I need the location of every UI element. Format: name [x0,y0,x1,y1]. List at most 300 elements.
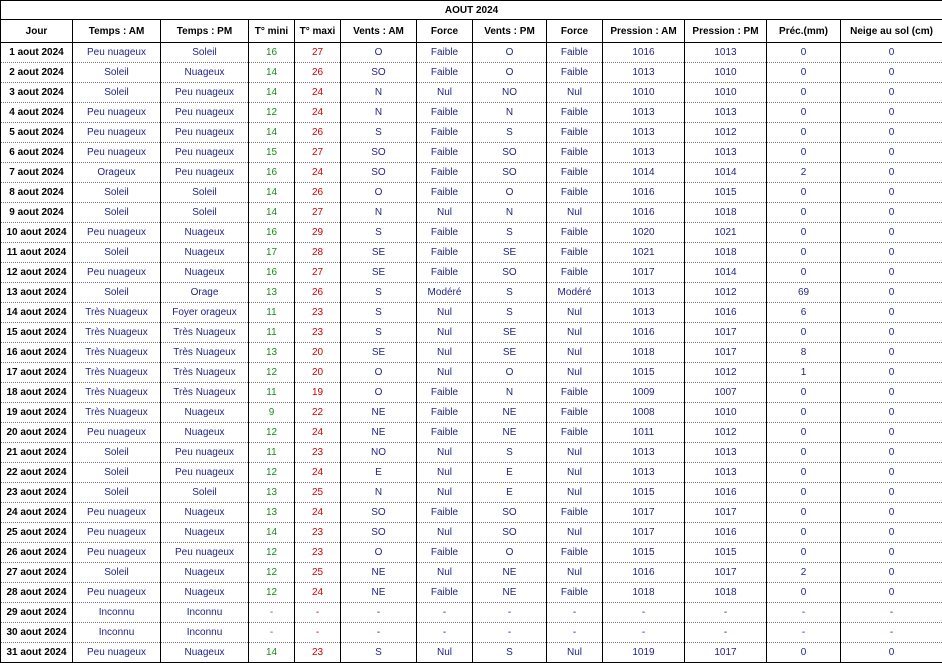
cell-pressure-pm: 1012 [685,363,767,383]
cell-pressure-am: 1018 [603,583,685,603]
table-row [1,483,942,503]
table-row [1,503,942,523]
cell-pressure-am: 1021 [603,243,685,263]
cell-force-pm: Nul [547,523,603,543]
cell-force-am: - [417,603,473,623]
cell-day: 11 aout 2024 [1,243,73,263]
cell-temp-min: 11 [249,383,295,403]
cell-precipitation: 0 [767,643,841,663]
cell-day: 30 aout 2024 [1,623,73,643]
cell-day: 27 aout 2024 [1,563,73,583]
cell-wind-pm: SE [473,343,547,363]
table-row [1,403,942,423]
cell-wind-pm: S [473,123,547,143]
cell-wind-am: O [341,543,417,563]
cell-wind-pm: N [473,383,547,403]
cell-weather-pm: Peu nuageux [161,163,249,183]
cell-force-pm: Faible [547,383,603,403]
column-header-day: Jour [1,20,73,43]
cell-day: 29 aout 2024 [1,603,73,623]
table-title: AOUT 2024 [1,1,942,20]
cell-wind-am: N [341,103,417,123]
cell-force-am: Faible [417,223,473,243]
cell-weather-pm: Foyer orageux [161,303,249,323]
cell-day: 25 aout 2024 [1,523,73,543]
cell-day: 22 aout 2024 [1,463,73,483]
cell-precipitation: 0 [767,143,841,163]
cell-snow: 0 [841,103,942,123]
cell-force-am: Nul [417,483,473,503]
cell-pressure-pm: 1018 [685,203,767,223]
cell-precipitation: 0 [767,263,841,283]
cell-temp-min: 12 [249,363,295,383]
cell-precipitation: 0 [767,63,841,83]
cell-day: 21 aout 2024 [1,443,73,463]
cell-weather-pm: Nuageux [161,243,249,263]
cell-temp-max: 20 [295,343,341,363]
cell-force-pm: Nul [547,203,603,223]
cell-force-am: Nul [417,443,473,463]
cell-force-am: Faible [417,503,473,523]
table-row [1,83,942,103]
cell-force-pm: Faible [547,143,603,163]
cell-weather-am: Peu nuageux [73,523,161,543]
cell-force-am: Faible [417,143,473,163]
cell-force-pm: Faible [547,43,603,63]
cell-weather-am: Inconnu [73,623,161,643]
column-header-precipitation: Préc.(mm) [767,20,841,43]
cell-pressure-am: - [603,623,685,643]
cell-snow: 0 [841,223,942,243]
cell-weather-pm: Soleil [161,183,249,203]
table-row [1,183,942,203]
cell-pressure-am: 1016 [603,43,685,63]
cell-temp-max: 22 [295,403,341,423]
cell-temp-max: 26 [295,63,341,83]
cell-temp-min: 16 [249,263,295,283]
cell-pressure-am: 1013 [603,443,685,463]
cell-temp-max: 20 [295,363,341,383]
table-row [1,343,942,363]
cell-force-pm: Nul [547,303,603,323]
cell-pressure-am: 1017 [603,263,685,283]
cell-weather-pm: Peu nuageux [161,103,249,123]
cell-force-pm: Faible [547,403,603,423]
cell-pressure-am: 1013 [603,143,685,163]
cell-precipitation: 8 [767,343,841,363]
cell-snow: 0 [841,143,942,163]
table-row [1,543,942,563]
cell-force-pm: Faible [547,543,603,563]
cell-force-pm: Nul [547,83,603,103]
cell-pressure-am: 1013 [603,303,685,323]
cell-force-pm: Nul [547,323,603,343]
cell-wind-am: O [341,383,417,403]
cell-wind-am: S [341,323,417,343]
cell-force-am: Nul [417,563,473,583]
cell-snow: 0 [841,263,942,283]
cell-weather-pm: Nuageux [161,503,249,523]
cell-wind-pm: S [473,283,547,303]
cell-force-am: Faible [417,383,473,403]
cell-wind-pm: NE [473,583,547,603]
cell-temp-max: 24 [295,163,341,183]
cell-pressure-pm: 1018 [685,243,767,263]
table-row [1,203,942,223]
cell-snow: 0 [841,63,942,83]
column-header-temp-min: T° mini [249,20,295,43]
cell-temp-min: 13 [249,503,295,523]
cell-temp-min: 15 [249,143,295,163]
cell-weather-am: Soleil [73,63,161,83]
cell-pressure-am: 1010 [603,83,685,103]
cell-day: 5 aout 2024 [1,123,73,143]
cell-force-am: Nul [417,303,473,323]
cell-force-pm: Faible [547,123,603,143]
cell-force-pm: Faible [547,223,603,243]
cell-pressure-pm: 1017 [685,643,767,663]
cell-force-pm: Faible [547,63,603,83]
cell-wind-am: E [341,463,417,483]
cell-temp-min: 16 [249,223,295,243]
cell-snow: 0 [841,503,942,523]
column-header-force-pm: Force [547,20,603,43]
cell-weather-am: Soleil [73,443,161,463]
cell-wind-pm: S [473,223,547,243]
cell-snow: 0 [841,583,942,603]
cell-temp-max: 19 [295,383,341,403]
cell-weather-pm: Très Nuageux [161,383,249,403]
cell-force-pm: Nul [547,643,603,663]
cell-weather-pm: Très Nuageux [161,363,249,383]
cell-pressure-am: 1016 [603,203,685,223]
cell-temp-min: 11 [249,323,295,343]
cell-precipitation: 0 [767,543,841,563]
cell-temp-min: 17 [249,243,295,263]
cell-temp-max: 23 [295,523,341,543]
cell-snow: 0 [841,363,942,383]
cell-temp-min: 11 [249,303,295,323]
column-header-pressure-am: Pression : AM [603,20,685,43]
cell-day: 10 aout 2024 [1,223,73,243]
cell-pressure-am: - [603,603,685,623]
cell-day: 3 aout 2024 [1,83,73,103]
table-row [1,383,942,403]
cell-temp-min: 12 [249,563,295,583]
cell-pressure-am: 1016 [603,183,685,203]
cell-pressure-am: 1015 [603,363,685,383]
cell-temp-min: 14 [249,183,295,203]
cell-wind-pm: S [473,303,547,323]
cell-snow: 0 [841,443,942,463]
cell-wind-am: S [341,123,417,143]
cell-pressure-am: 1013 [603,123,685,143]
cell-precipitation: 0 [767,383,841,403]
cell-temp-max: 23 [295,323,341,343]
cell-day: 8 aout 2024 [1,183,73,203]
table-row [1,303,942,323]
cell-temp-max: 26 [295,183,341,203]
table-row [1,223,942,243]
cell-temp-max: 25 [295,483,341,503]
cell-day: 14 aout 2024 [1,303,73,323]
cell-weather-pm: Inconnu [161,603,249,623]
cell-force-am: Nul [417,523,473,543]
cell-day: 13 aout 2024 [1,283,73,303]
cell-weather-pm: Nuageux [161,563,249,583]
table-row [1,43,942,63]
cell-wind-am: N [341,83,417,103]
cell-wind-pm: - [473,603,547,623]
cell-temp-min: 16 [249,43,295,63]
cell-day: 24 aout 2024 [1,503,73,523]
cell-day: 19 aout 2024 [1,403,73,423]
cell-temp-max: 24 [295,463,341,483]
cell-weather-pm: Nuageux [161,583,249,603]
cell-wind-am: SE [341,243,417,263]
cell-temp-min: 12 [249,103,295,123]
cell-pressure-am: 1015 [603,543,685,563]
cell-weather-am: Orageux [73,163,161,183]
cell-force-am: Nul [417,643,473,663]
cell-wind-pm: SO [473,263,547,283]
cell-temp-max: 27 [295,143,341,163]
cell-force-am: Faible [417,423,473,443]
cell-wind-am: SO [341,163,417,183]
cell-snow: 0 [841,463,942,483]
cell-temp-min: 14 [249,203,295,223]
cell-force-pm: Faible [547,183,603,203]
cell-pressure-pm: 1013 [685,463,767,483]
cell-day: 17 aout 2024 [1,363,73,383]
cell-precipitation: - [767,603,841,623]
cell-pressure-pm: 1016 [685,303,767,323]
cell-weather-am: Très Nuageux [73,323,161,343]
cell-temp-max: 29 [295,223,341,243]
cell-wind-pm: O [473,63,547,83]
cell-day: 23 aout 2024 [1,483,73,503]
cell-pressure-am: 1013 [603,463,685,483]
column-header-pressure-pm: Pression : PM [685,20,767,43]
cell-weather-pm: Nuageux [161,263,249,283]
cell-weather-am: Soleil [73,563,161,583]
cell-temp-min: 16 [249,163,295,183]
cell-pressure-pm: 1014 [685,163,767,183]
cell-snow: 0 [841,243,942,263]
column-header-temp-max: T° maxi [295,20,341,43]
cell-precipitation: 0 [767,123,841,143]
cell-wind-pm: NE [473,563,547,583]
cell-temp-max: 27 [295,43,341,63]
table-row [1,643,942,663]
cell-precipitation: 0 [767,443,841,463]
column-header-snow: Neige au sol (cm) [841,20,942,43]
cell-wind-am: S [341,643,417,663]
cell-pressure-am: 1014 [603,163,685,183]
cell-precipitation: 0 [767,223,841,243]
cell-wind-am: NE [341,403,417,423]
table-row [1,583,942,603]
cell-temp-min: 14 [249,63,295,83]
cell-weather-am: Soleil [73,203,161,223]
cell-wind-pm: - [473,623,547,643]
cell-pressure-pm: 1018 [685,583,767,603]
table-row [1,523,942,543]
cell-precipitation: 0 [767,503,841,523]
cell-temp-max: 25 [295,563,341,583]
cell-temp-max: 24 [295,423,341,443]
cell-snow: - [841,623,942,643]
cell-precipitation: 0 [767,583,841,603]
cell-temp-max: - [295,623,341,643]
cell-weather-am: Peu nuageux [73,103,161,123]
cell-force-pm: Faible [547,423,603,443]
cell-wind-pm: SE [473,323,547,343]
cell-temp-max: 23 [295,443,341,463]
cell-pressure-pm: 1016 [685,523,767,543]
cell-snow: 0 [841,423,942,443]
cell-force-pm: Nul [547,463,603,483]
cell-force-am: Faible [417,263,473,283]
cell-day: 1 aout 2024 [1,43,73,63]
table-row [1,63,942,83]
cell-wind-am: O [341,183,417,203]
cell-temp-min: - [249,603,295,623]
cell-wind-am: O [341,363,417,383]
cell-day: 2 aout 2024 [1,63,73,83]
cell-force-am: Nul [417,203,473,223]
cell-wind-pm: N [473,203,547,223]
cell-temp-min: 12 [249,543,295,563]
cell-temp-max: 24 [295,583,341,603]
cell-force-pm: Faible [547,243,603,263]
cell-wind-am: S [341,303,417,323]
cell-snow: 0 [841,403,942,423]
cell-temp-min: 14 [249,523,295,543]
cell-snow: 0 [841,343,942,363]
cell-temp-max: 27 [295,203,341,223]
cell-weather-am: Soleil [73,183,161,203]
cell-precipitation: 0 [767,203,841,223]
cell-snow: 0 [841,523,942,543]
cell-wind-am: SO [341,523,417,543]
cell-snow: 0 [841,283,942,303]
cell-precipitation: 2 [767,163,841,183]
cell-wind-pm: S [473,443,547,463]
cell-force-pm: - [547,603,603,623]
cell-weather-pm: Soleil [161,483,249,503]
cell-wind-pm: O [473,183,547,203]
cell-pressure-pm: 1017 [685,563,767,583]
cell-force-pm: Nul [547,483,603,503]
cell-weather-am: Peu nuageux [73,123,161,143]
cell-wind-pm: E [473,463,547,483]
cell-temp-max: 24 [295,503,341,523]
cell-weather-am: Soleil [73,243,161,263]
cell-pressure-pm: 1013 [685,43,767,63]
cell-force-am: Nul [417,463,473,483]
cell-wind-pm: SE [473,243,547,263]
cell-pressure-am: 1016 [603,323,685,343]
cell-weather-pm: Peu nuageux [161,123,249,143]
cell-temp-max: 23 [295,643,341,663]
cell-snow: 0 [841,123,942,143]
cell-day: 12 aout 2024 [1,263,73,283]
cell-force-am: Faible [417,163,473,183]
cell-pressure-pm: 1012 [685,123,767,143]
cell-day: 7 aout 2024 [1,163,73,183]
cell-weather-am: Peu nuageux [73,503,161,523]
cell-wind-pm: NO [473,83,547,103]
cell-pressure-pm: 1017 [685,503,767,523]
cell-precipitation: - [767,623,841,643]
cell-precipitation: 0 [767,423,841,443]
cell-snow: 0 [841,383,942,403]
header-row [1,20,942,43]
cell-snow: 0 [841,643,942,663]
cell-precipitation: 0 [767,103,841,123]
cell-force-am: Modéré [417,283,473,303]
table-row [1,323,942,343]
cell-precipitation: 0 [767,83,841,103]
table-row [1,363,942,383]
cell-weather-pm: Très Nuageux [161,343,249,363]
cell-temp-max: 28 [295,243,341,263]
cell-snow: 0 [841,563,942,583]
cell-force-am: Nul [417,83,473,103]
cell-weather-pm: Peu nuageux [161,143,249,163]
cell-wind-pm: N [473,103,547,123]
cell-day: 4 aout 2024 [1,103,73,123]
cell-temp-min: - [249,623,295,643]
cell-pressure-pm: 1013 [685,443,767,463]
cell-temp-min: 14 [249,643,295,663]
cell-weather-pm: Peu nuageux [161,443,249,463]
cell-wind-am: SO [341,503,417,523]
cell-temp-max: 26 [295,283,341,303]
cell-weather-pm: Nuageux [161,523,249,543]
cell-wind-pm: SO [473,503,547,523]
cell-force-am: Faible [417,63,473,83]
cell-precipitation: 0 [767,523,841,543]
cell-wind-am: NE [341,423,417,443]
cell-temp-min: 12 [249,463,295,483]
cell-precipitation: 0 [767,183,841,203]
cell-snow: 0 [841,323,942,343]
table-row [1,443,942,463]
cell-weather-pm: Nuageux [161,403,249,423]
cell-force-am: - [417,623,473,643]
cell-precipitation: 2 [767,563,841,583]
cell-force-am: Faible [417,583,473,603]
cell-wind-am: SE [341,343,417,363]
cell-day: 28 aout 2024 [1,583,73,603]
cell-weather-am: Peu nuageux [73,423,161,443]
cell-temp-min: 13 [249,343,295,363]
cell-pressure-pm: 1014 [685,263,767,283]
cell-day: 15 aout 2024 [1,323,73,343]
table-row [1,563,942,583]
table-row [1,243,942,263]
cell-temp-max: 26 [295,123,341,143]
cell-weather-pm: Peu nuageux [161,543,249,563]
cell-wind-am: NE [341,583,417,603]
table-row [1,163,942,183]
cell-wind-am: SO [341,143,417,163]
cell-day: 18 aout 2024 [1,383,73,403]
cell-temp-max: 23 [295,303,341,323]
cell-temp-min: 14 [249,123,295,143]
